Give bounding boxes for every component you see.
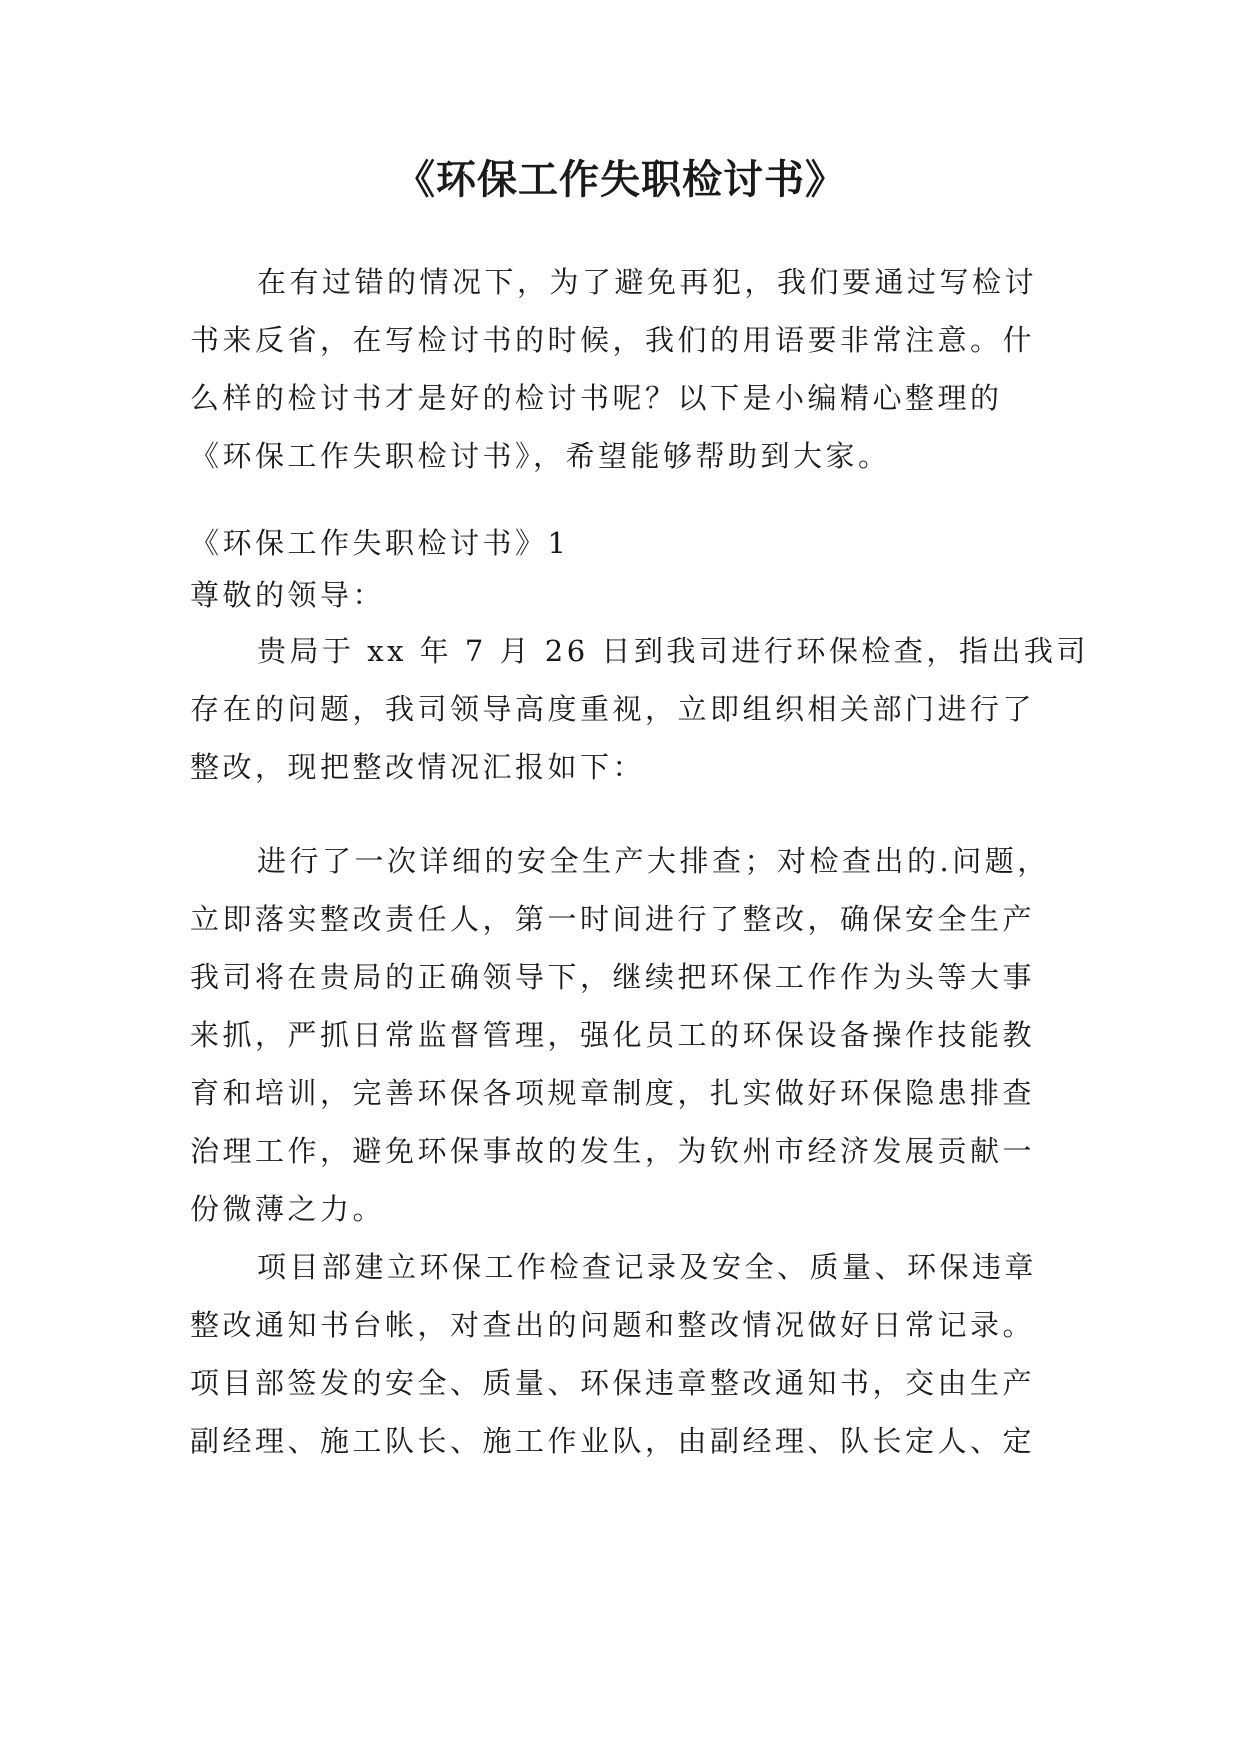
- intro-line: 书来反省，在写检讨书的时候，我们的用语要非常注意。什: [190, 323, 1036, 357]
- intro-paragraph: [190, 253, 1060, 485]
- paragraph-line: 治理工作，避免环保事故的发生，为钦州市经济发展贡献一: [190, 1134, 1036, 1168]
- paragraph-3: [190, 1238, 1060, 1470]
- salutation: 尊敬的领导：: [190, 578, 386, 612]
- paragraph-line: 进行了一次详细的安全生产大排查；对检查出的.问题，: [257, 844, 1050, 878]
- paragraph-line: 份微薄之力。: [190, 1192, 386, 1226]
- document-title: 《环保工作失职检讨书》: [395, 157, 846, 203]
- section-heading: 《环保工作失职检讨书》1: [190, 526, 570, 560]
- paragraph-line: 整改，现把整改情况汇报如下：: [190, 750, 646, 784]
- paragraph-line: 存在的问题，我司领导高度重视，立即组织相关部门进行了: [190, 692, 1036, 726]
- paragraph-line: 副经理、施工队长、施工作业队，由副经理、队长定人、定: [190, 1424, 1036, 1458]
- paragraph-line: 贵局于 xx 年 7 月 26 日到我司进行环保检查，指出我司: [257, 634, 1089, 668]
- paragraph-line: 整改通知书台帐，对查出的问题和整改情况做好日常记录。: [190, 1308, 1036, 1342]
- paragraph-line: 项目部建立环保工作检查记录及安全、质量、环保违章: [257, 1250, 1038, 1284]
- intro-line: 么样的检讨书才是好的检讨书呢？以下是小编精心整理的: [190, 381, 1003, 415]
- paragraph-line: 立即落实整改责任人，第一时间进行了整改，确保安全生产: [190, 902, 1036, 936]
- paragraph-2: [190, 832, 1060, 1238]
- paragraph-1: [190, 622, 1089, 796]
- intro-line: 《环保工作失职检讨书》，希望能够帮助到大家。: [190, 439, 891, 473]
- paragraph-line: 来抓，严抓日常监督管理，强化员工的环保设备操作技能教: [190, 1018, 1036, 1052]
- intro-line: 在有过错的情况下，为了避免再犯，我们要通过写检讨: [257, 265, 1038, 299]
- paragraph-line: 项目部签发的安全、质量、环保违章整改通知书，交由生产: [190, 1366, 1036, 1400]
- paragraph-line: 育和培训，完善环保各项规章制度，扎实做好环保隐患排查: [190, 1076, 1036, 1110]
- paragraph-line: 我司将在贵局的正确领导下，继续把环保工作作为头等大事: [190, 960, 1036, 994]
